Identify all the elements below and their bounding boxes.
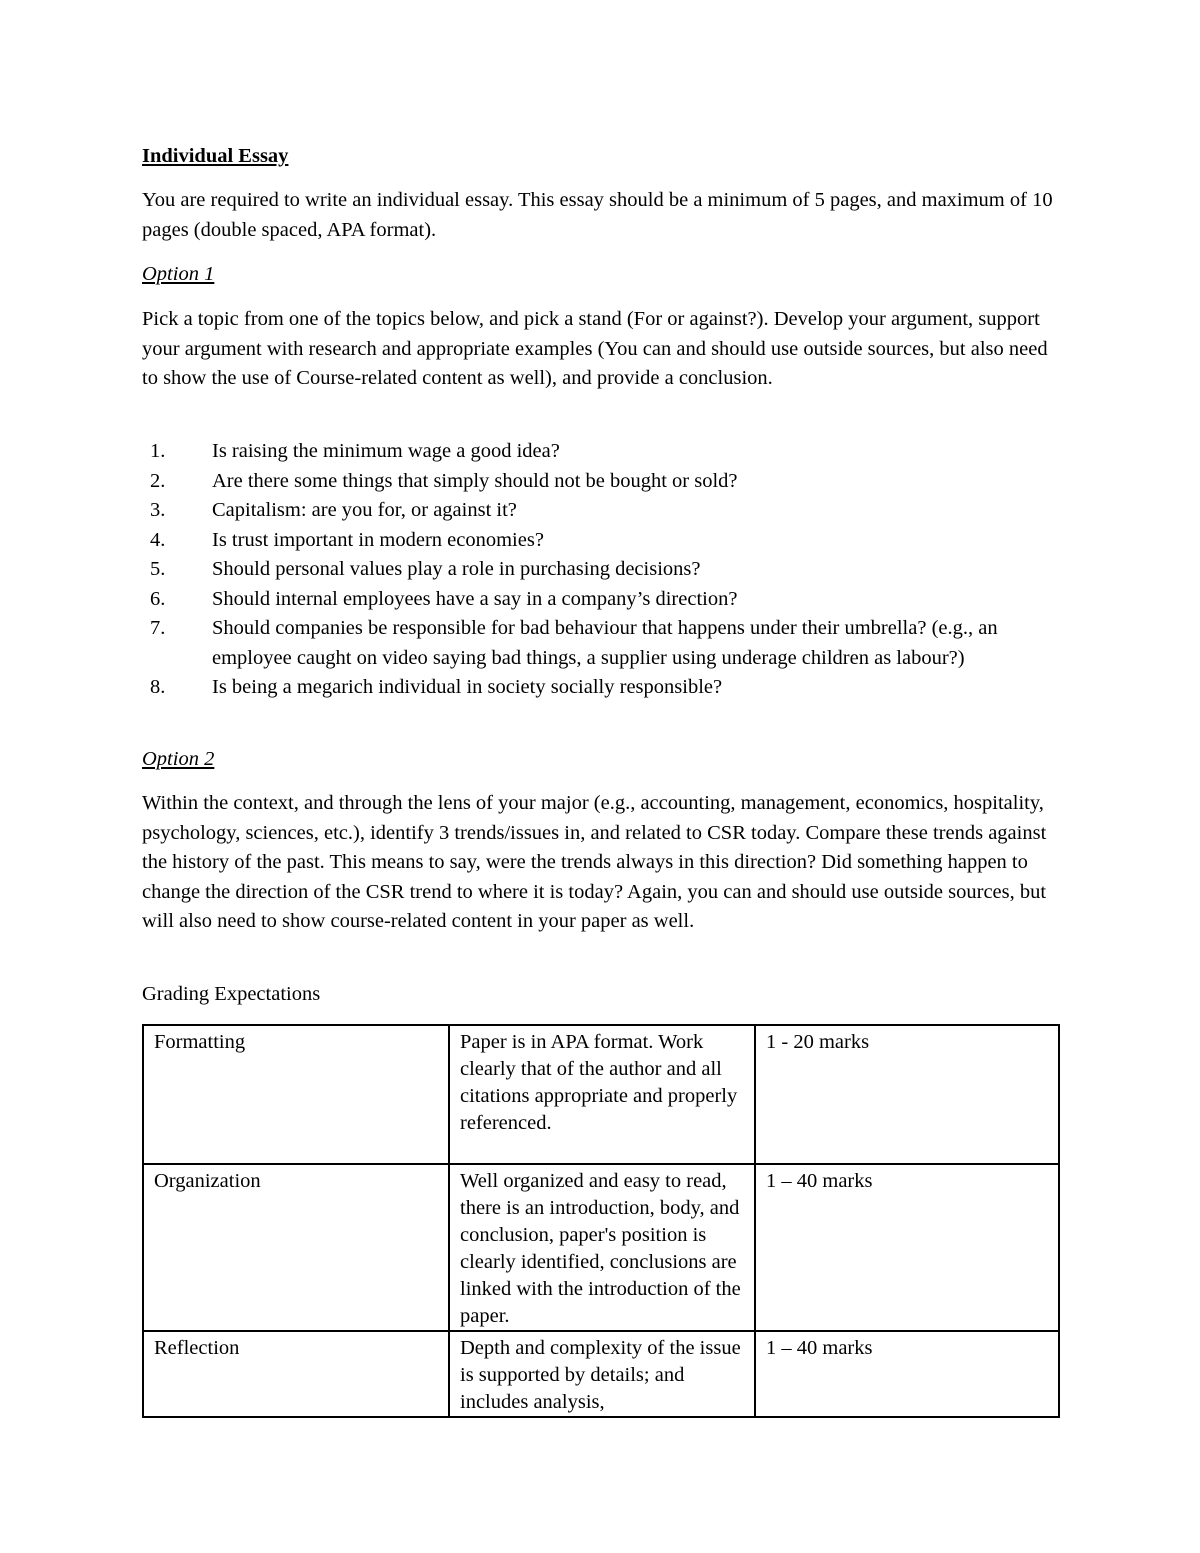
topic-text: Capitalism: are you for, or against it? — [212, 499, 517, 521]
option-1-description: Pick a topic from one of the topics below, and pick a stand (For or against?). Develop your argument, support your argument with research and appropriate examples (You can and should use outside sources, but also need to show the use of Course-related content as well), and provide a conclusion. — [142, 308, 1048, 389]
topic-text: Should companies be responsible for bad behaviour that happens under their umbrella? (e.g., an employee caught on video saying bad things, a supplier using underage children as labour?) — [212, 617, 998, 669]
intro-paragraph: You are required to write an individual essay. This essay should be a minimum of 5 pages, and maximum of 10 pages (double spaced, APA format). — [142, 189, 1053, 241]
list-number: 4. — [150, 528, 166, 551]
list-item — [142, 526, 1060, 556]
list-number: 3. — [150, 499, 166, 521]
document-title: Individual Essay — [142, 145, 289, 167]
option-2-heading: Option 2 — [142, 748, 215, 770]
list-number: 7. — [150, 617, 166, 639]
table-row — [143, 1331, 1059, 1417]
table-row — [143, 1164, 1059, 1331]
grading-table — [142, 1024, 1060, 1418]
list-number: 1. — [150, 440, 166, 462]
list-number: 6. — [150, 587, 166, 610]
topic-text: Should internal employees have a say in a company’s direction? — [212, 587, 738, 610]
list-item — [142, 437, 1060, 467]
option-2-description: Within the context, and through the lens of your major (e.g., accounting, management, economics, hospitality, psychology, sciences, etc.), identify 3 trends/issues in, and related to CSR today. Compare these trends against the history of the past. This means to say, were the trends always in this direction? Did something happen to change the direction of the CSR trend to where it is today? Again, you can and should use outside sources, but will also need to show course-related content in your paper as well. — [142, 792, 1047, 932]
list-item — [142, 496, 1060, 526]
marks-cell: 1 – 40 marks — [755, 1331, 1059, 1417]
criterion-cell: Reflection — [143, 1331, 449, 1417]
marks-cell: 1 - 20 marks — [755, 1025, 1059, 1164]
description-cell: Depth and complexity of the issue is supported by details; and includes analysis, — [449, 1331, 755, 1417]
list-item — [142, 585, 1060, 615]
list-item — [142, 467, 1060, 497]
list-item — [142, 673, 1060, 703]
marks-cell: 1 – 40 marks — [755, 1164, 1059, 1331]
topic-text: Is trust important in modern economies? — [212, 528, 544, 551]
topic-text: Is being a megarich individual in society socially responsible? — [212, 676, 723, 698]
list-number: 2. — [150, 469, 166, 492]
list-number: 8. — [150, 676, 166, 698]
table-row — [143, 1025, 1059, 1164]
criterion-cell: Formatting — [143, 1025, 449, 1164]
list-item — [142, 555, 1060, 585]
description-cell: Paper is in APA format. Work clearly that of the author and all citations appropriate and properly referenced. — [449, 1025, 755, 1164]
topic-text: Are there some things that simply should not be bought or sold? — [212, 469, 738, 492]
list-number: 5. — [150, 558, 166, 580]
topic-text: Should personal values play a role in purchasing decisions? — [212, 558, 701, 580]
description-cell: Well organized and easy to read, there is an introduction, body, and conclusion, paper's position is clearly identified, conclusions are linked with the introduction of the paper. — [449, 1164, 755, 1331]
option-1-heading: Option 1 — [142, 263, 215, 285]
topic-text: Is raising the minimum wage a good idea? — [212, 440, 560, 462]
list-item — [142, 614, 1060, 673]
grading-heading: Grading Expectations — [142, 983, 321, 1005]
criterion-cell: Organization — [143, 1164, 449, 1331]
topic-list — [142, 437, 1060, 703]
